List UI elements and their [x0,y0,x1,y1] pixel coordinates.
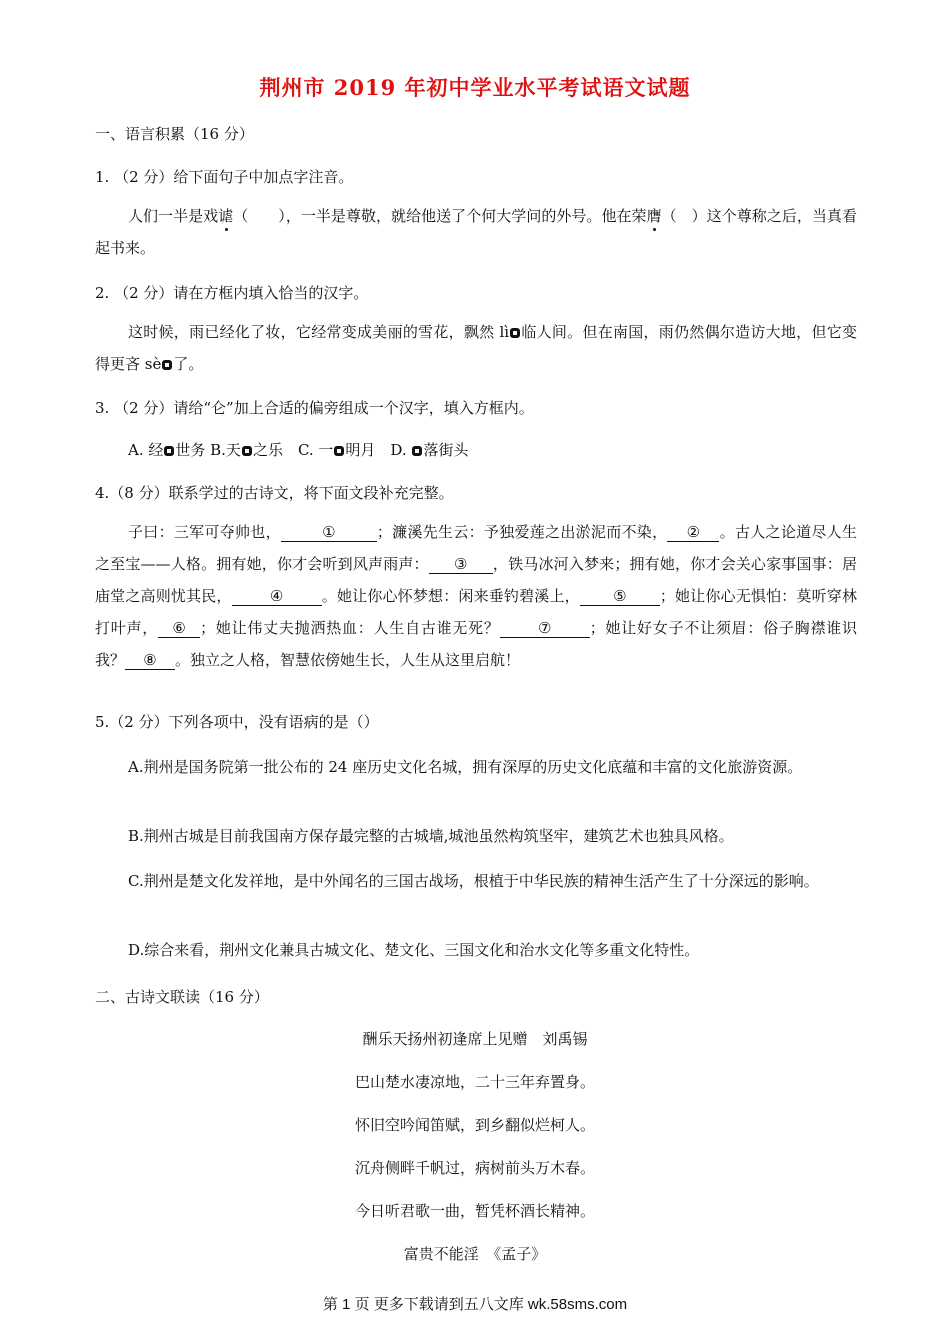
question-4-passage: 子曰：三军可夺帅也， ① ；濂溪先生云：予独爱莲之出淤泥而不染， ② 。古人之论道尽人生之至宝——人格。拥有她，你才会听到风声雨声： ③ ，铁马冰河入梦来；拥有她，你才会关心家事国事：居庙堂之高则忧其民， ④ 。她让你心怀梦想：闲来垂钓碧溪上， ⑤ ；她让你心无惧怕：莫听穿林打叶声， ⑥ ；她让伟丈夫抛洒热血：人生自古谁无死？ ⑦ ；她让好女子不让须眉：俗子胸襟谁识我？ ⑧ 。独立之人格，智慧依傍她生长，人生从这里启航！ [95,523,857,669]
question-4-stem: 4.（8 分）联系学过的古诗文，将下面文段补充完整。 [95,484,454,502]
poem-line: 巴山楚水凄凉地，二十三年弃置身。 [354,1073,595,1091]
fill-blank: ① [281,523,377,542]
answer-box-icon [510,328,520,338]
page-title: 荆州市 2019 年初中学业水平考试语文试题 [259,75,691,100]
fill-blank: ⑧ [125,651,175,670]
poem-line: 怀旧空吟闻笛赋，到乡翻似烂柯人。 [354,1116,595,1134]
question-3-stem: 3. （2 分）请给“仑”加上合适的偏旁组成一个汉字，填入方框内。 [95,399,534,417]
question-1-passage: 人们一半是戏谑（ ），一半是尊敬，就给他送了个何大学问的外号。他在荣膺（ ）这个尊称之后，当真看起书来。 [95,207,857,257]
fill-blank: ④ [232,587,322,606]
answer-box-icon [162,360,172,370]
question-5-option-c: C.荆州是楚文化发祥地，是中外闻名的三国古战场，根植于中华民族的精神生活产生了十分深远的影响。 [128,872,819,890]
question-3-options: A. 经 世务 B.天 之乐 C. 一 明月 D. 落街头 [128,441,469,459]
page-footer: 第 1 页 更多下载请到五八文库 wk.58sms.com [322,1296,628,1313]
answer-box-icon [242,446,252,456]
fill-blank: ② [667,523,719,542]
poem-line: 今日听君歌一曲，暂凭杯酒长精神。 [354,1202,595,1220]
question-5-option-b: B.荆州古城是目前我国南方保存最完整的古城墙,城池虽然构筑坚牢，建筑艺术也独具风格。 [128,827,734,845]
next-passage-title: 富贵不能淫 《孟子》 [403,1245,547,1263]
section-heading-1: 一、语言积累（16 分） [95,125,254,143]
dotted-char: 膺 [646,207,662,225]
poem-title: 酬乐天扬州初逢席上见赠 刘禹锡 [362,1030,588,1048]
fill-blank: ⑤ [580,587,660,606]
fill-blank: ③ [429,555,493,574]
question-5-option-d: D.综合来看，荆州文化兼具古城文化、楚文化、三国文化和治水文化等多重文化特性。 [128,941,700,959]
answer-box-icon [334,446,344,456]
poem-line: 沉舟侧畔千帆过，病树前头万木春。 [354,1159,595,1177]
question-2-passage: 这时候，雨已经化了妆，它经常变成美丽的雪花，飘然 lì 临人间。但在南国，雨仍然偶尔造访大地，但它变得更吝 sè 了。 [95,323,857,373]
fill-blank: ⑥ [158,619,200,638]
question-2-stem: 2. （2 分）请在方框内填入恰当的汉字。 [95,284,369,302]
answer-box-icon [164,446,174,456]
question-1-stem: 1. （2 分）给下面句子中加点字注音。 [95,168,354,186]
section-heading-2: 二、古诗文联读（16 分） [95,988,269,1006]
dotted-char: 谑 [218,207,234,225]
question-5-stem: 5.（2 分）下列各项中，没有语病的是（） [95,713,379,731]
fill-blank: ⑦ [500,619,590,638]
answer-box-icon [412,446,422,456]
question-5-option-a: A.荆州是国务院第一批公布的 24 座历史文化名城，拥有深厚的历史文化底蕴和丰富的文化旅游资源。 [128,758,803,776]
